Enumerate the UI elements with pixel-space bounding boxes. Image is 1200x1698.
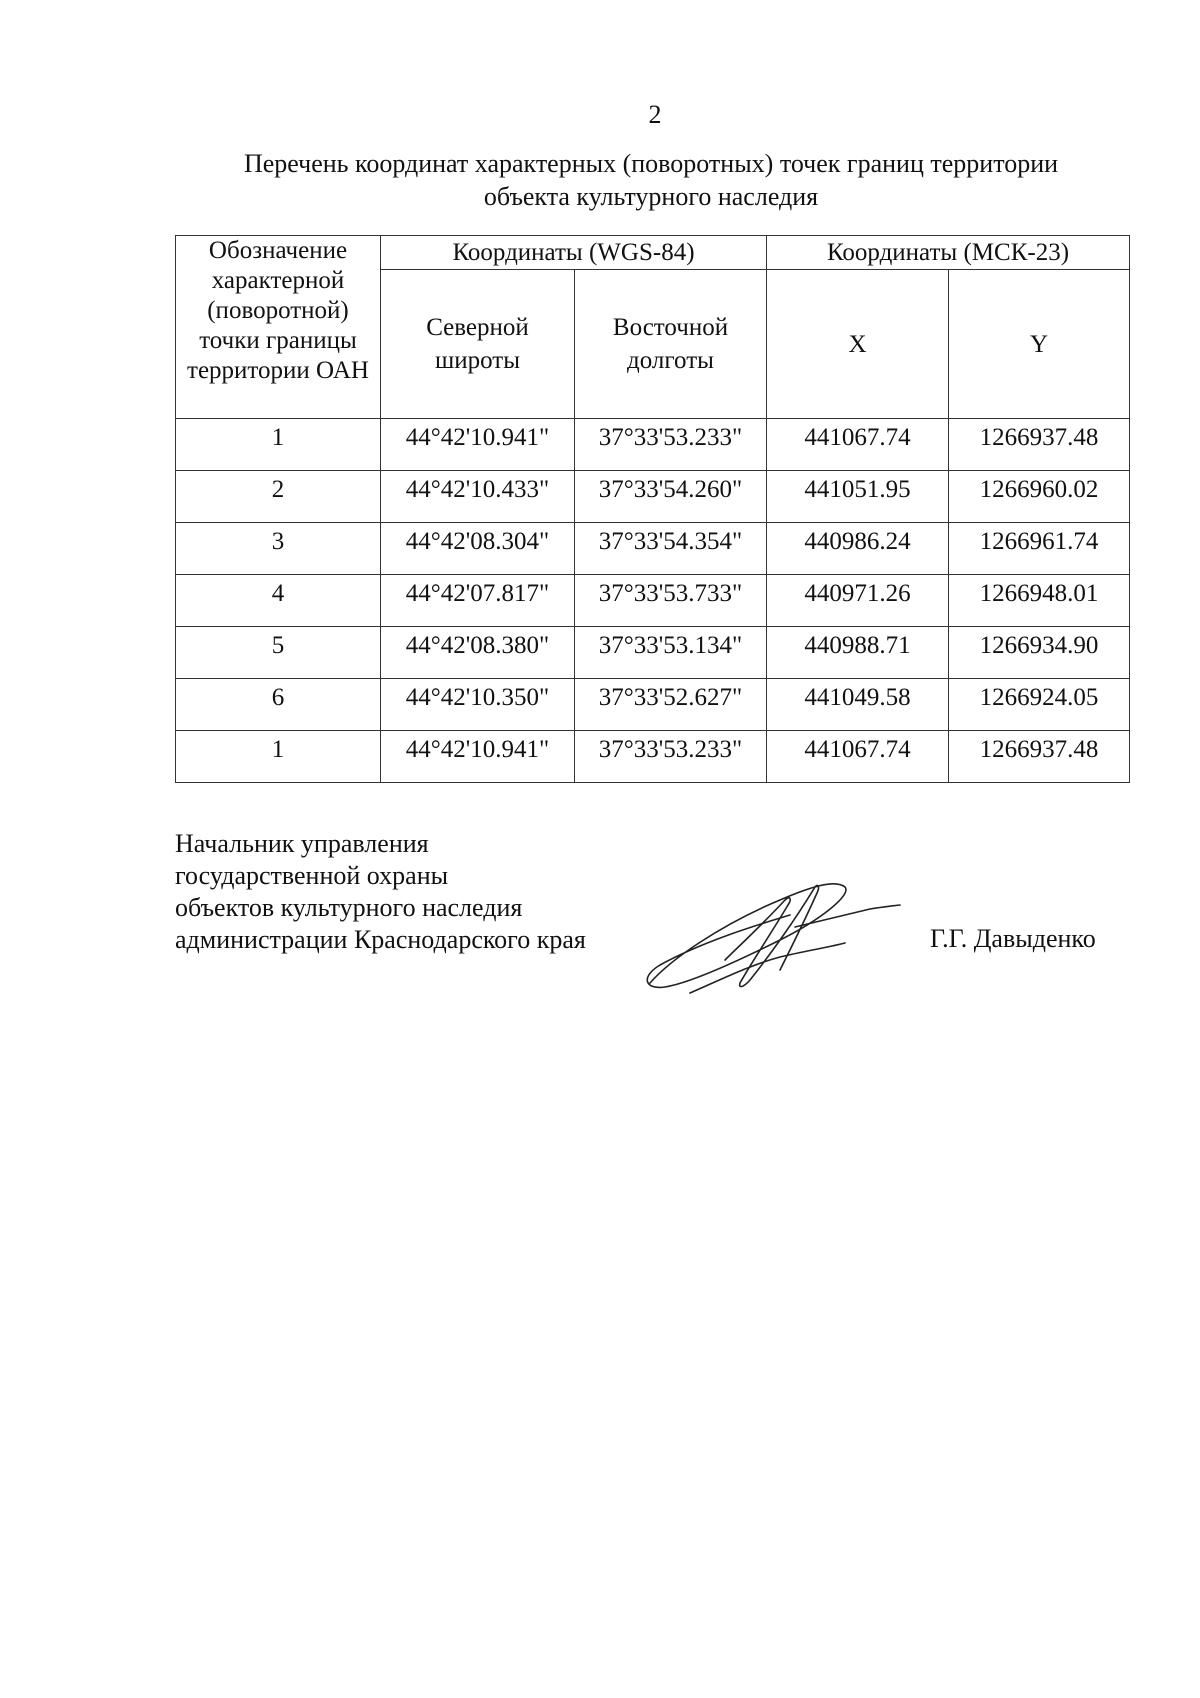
cell-north: 44°42'10.433" xyxy=(381,471,575,523)
cell-x: 441067.74 xyxy=(767,419,949,471)
cell-east: 37°33'53.134" xyxy=(575,627,767,679)
cell-north: 44°42'10.941" xyxy=(381,731,575,783)
title-line-2: объекта культурного наследия xyxy=(483,182,819,211)
header-x: X xyxy=(767,270,949,419)
header-north-latitude: Северной широты xyxy=(381,270,575,419)
cell-y: 1266937.48 xyxy=(949,419,1130,471)
header-y: Y xyxy=(949,270,1130,419)
cell-y: 1266934.90 xyxy=(949,627,1130,679)
header-east-longitude: Восточной долготы xyxy=(575,270,767,419)
cell-east: 37°33'53.233" xyxy=(575,731,767,783)
cell-y: 1266924.05 xyxy=(949,679,1130,731)
coordinates-table xyxy=(175,235,1130,783)
document-title xyxy=(190,147,1112,213)
table-row xyxy=(176,627,1130,679)
cell-x: 440986.24 xyxy=(767,523,949,575)
table-row xyxy=(176,471,1130,523)
cell-point: 2 xyxy=(176,471,381,523)
table-row xyxy=(176,523,1130,575)
table-row xyxy=(176,731,1130,783)
signatory-position xyxy=(175,828,586,956)
cell-y: 1266961.74 xyxy=(949,523,1130,575)
cell-east: 37°33'53.233" xyxy=(575,419,767,471)
cell-north: 44°42'07.817" xyxy=(381,575,575,627)
cell-east: 37°33'52.627" xyxy=(575,679,767,731)
cell-y: 1266960.02 xyxy=(949,471,1130,523)
cell-point: 1 xyxy=(176,731,381,783)
header-msk23-group: Координаты (МСК-23) xyxy=(767,236,1130,270)
title-line-1: Перечень координат характерных (поворотных) точек границ территории xyxy=(243,149,1059,178)
cell-point: 6 xyxy=(176,679,381,731)
cell-north: 44°42'10.350" xyxy=(381,679,575,731)
cell-x: 440988.71 xyxy=(767,627,949,679)
cell-y: 1266937.48 xyxy=(949,731,1130,783)
table-row xyxy=(176,419,1130,471)
cell-x: 441049.58 xyxy=(767,679,949,731)
cell-y: 1266948.01 xyxy=(949,575,1130,627)
header-wgs84-group: Координаты (WGS-84) xyxy=(381,236,767,270)
cell-east: 37°33'53.733" xyxy=(575,575,767,627)
handwritten-signature xyxy=(630,865,930,1005)
cell-north: 44°42'08.304" xyxy=(381,523,575,575)
cell-x: 441051.95 xyxy=(767,471,949,523)
header-designation: Обозначение характерной (поворотной) точки границы территории ОАН xyxy=(176,236,381,419)
position-line-1: Начальник управления xyxy=(175,829,429,858)
cell-point: 1 xyxy=(176,419,381,471)
cell-north: 44°42'10.941" xyxy=(381,419,575,471)
cell-x: 441067.74 xyxy=(767,731,949,783)
cell-point: 4 xyxy=(176,575,381,627)
signatory-name: Г.Г. Давыденко xyxy=(930,924,1096,953)
page-number: 2 xyxy=(648,100,662,129)
position-line-3: объектов культурного наследия xyxy=(175,893,523,922)
cell-north: 44°42'08.380" xyxy=(381,627,575,679)
cell-point: 3 xyxy=(176,523,381,575)
cell-east: 37°33'54.354" xyxy=(575,523,767,575)
table-row xyxy=(176,679,1130,731)
cell-point: 5 xyxy=(176,627,381,679)
position-line-4: администрации Краснодарского края xyxy=(175,925,586,954)
table-row xyxy=(176,575,1130,627)
cell-east: 37°33'54.260" xyxy=(575,471,767,523)
cell-x: 440971.26 xyxy=(767,575,949,627)
position-line-2: государственной охраны xyxy=(175,861,449,890)
